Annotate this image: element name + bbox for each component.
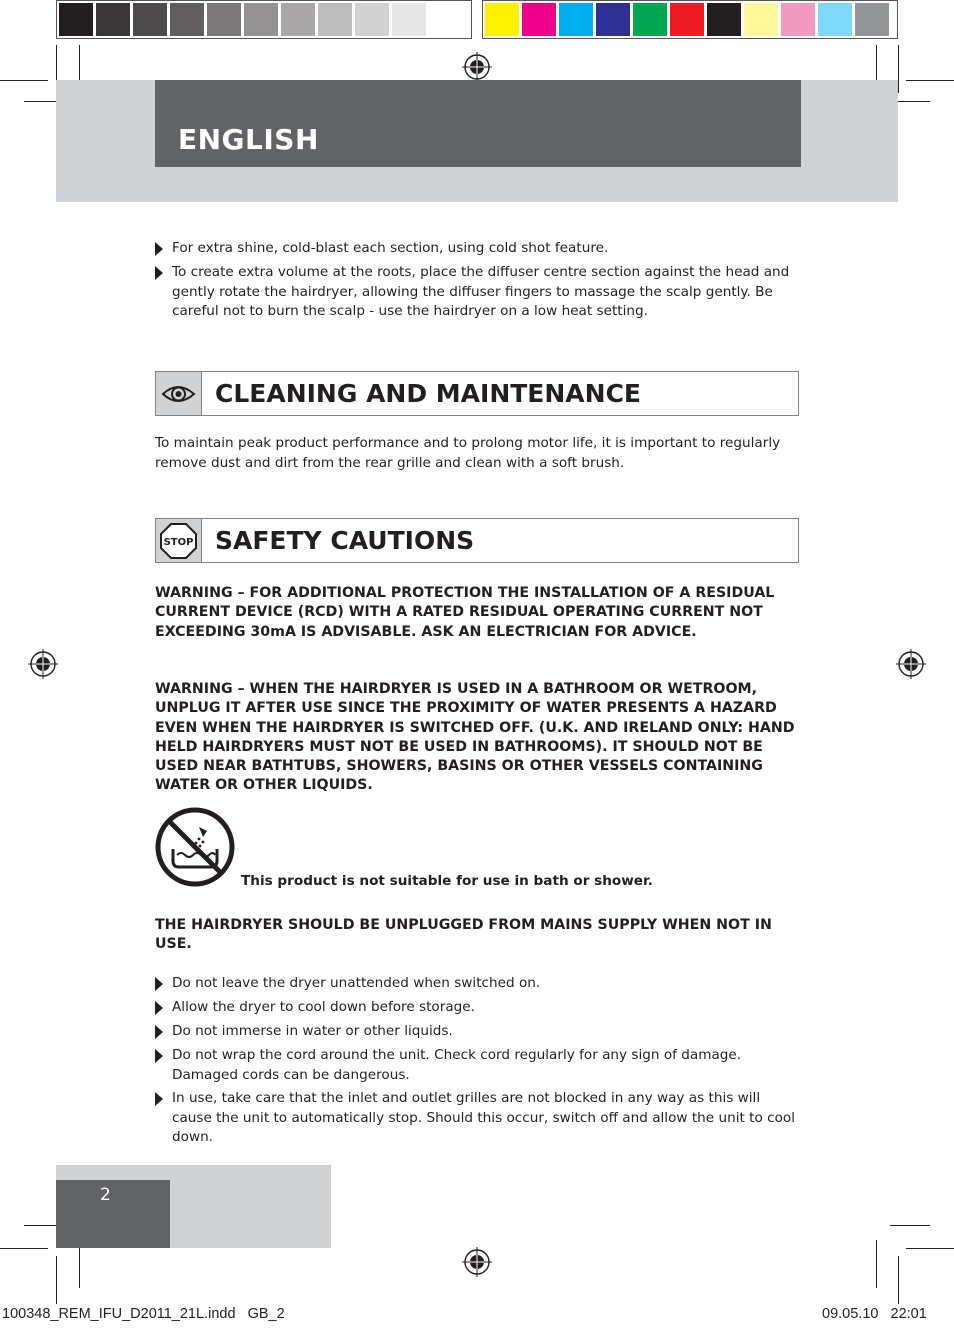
rcd-warning: WARNING – FOR ADDITIONAL PROTECTION THE INSTALLATION OF A RESIDUAL CURRENT DEVICE (RCD) WITH A RATED RESIDUAL OPERATING CURRENT NOT EXCEEDING 30mA IS ADVISABLE. ASK AN ELECTRICIAN FOR ADVICE. — [155, 585, 775, 640]
bullet-arrow-icon — [155, 266, 163, 280]
crop-mark — [898, 45, 899, 93]
cleaning-section-header — [155, 371, 799, 416]
list-item-text: Do not immerse in water or other liquids. — [172, 1023, 453, 1039]
cleaning-paragraph: To maintain peak product performance and to prolong motor life, it is important to regularly remove dust and dirt from the rear grille and clean with a soft brush. — [155, 435, 781, 471]
color-swatch — [485, 3, 519, 36]
registration-mark-icon — [28, 649, 58, 679]
page-number-box — [56, 1180, 170, 1248]
bullet-arrow-icon — [155, 1001, 163, 1015]
gray-swatch — [318, 3, 352, 36]
safety-section-header — [155, 518, 799, 563]
page-number: 2 — [100, 1185, 111, 1205]
registration-mark-icon — [462, 1247, 492, 1277]
bullet-arrow-icon — [155, 1049, 163, 1063]
eye-icon — [156, 372, 201, 415]
stop-sign-icon — [156, 519, 201, 562]
crop-mark — [906, 80, 954, 81]
bullet-arrow-icon — [155, 1025, 163, 1039]
bullet-arrow-icon — [155, 242, 163, 256]
date-slug: 09.05.10 22:01 — [822, 1306, 927, 1322]
registration-mark-icon — [462, 52, 492, 82]
page-title: ENGLISH — [178, 123, 319, 156]
color-swatch — [670, 3, 704, 36]
bathroom-warning: WARNING – WHEN THE HAIRDRYER IS USED IN A BATHROOM OR WETROOM, UNPLUG IT AFTER USE SINCE THE PROXIMITY OF WATER PRESENTS A HAZARD EVEN WHEN THE HAIRDRYER IS SWITCHED OFF. (U.K. AND IRELAND ONLY: HAND HELD HAIRDRYERS MUST NOT BE USED IN BATHROOMS). IT SHOULD NOT BE USED NEAR BATHTUBS, SHOWERS, BASINS OR OTHER VESSELS CONTAINING WATER OR OTHER LIQUIDS. — [155, 681, 795, 794]
gray-swatch — [170, 3, 204, 36]
color-swatch — [855, 3, 889, 36]
color-swatch — [633, 3, 667, 36]
gray-swatch — [244, 3, 278, 36]
color-swatch — [818, 3, 852, 36]
gray-swatch — [96, 3, 130, 36]
color-swatch — [559, 3, 593, 36]
bullet-arrow-icon — [155, 1092, 163, 1106]
stop-icon-cell — [156, 519, 202, 562]
eye-icon-cell — [156, 372, 202, 415]
gray-swatch — [207, 3, 241, 36]
gray-swatch — [133, 3, 167, 36]
registration-mark-icon — [896, 649, 926, 679]
unplug-notice: THE HAIRDRYER SHOULD BE UNPLUGGED FROM MAINS SUPPLY WHEN NOT IN USE. — [155, 917, 772, 953]
stop-sign-text: STOP — [163, 537, 194, 548]
crop-mark — [56, 1256, 57, 1304]
section-title: SAFETY CAUTIONS — [215, 526, 475, 555]
crop-mark — [890, 1225, 930, 1226]
list-item-text: Do not wrap the cord around the unit. Check cord regularly for any sign of damage. Damaged cords can be dangerous. — [172, 1047, 742, 1083]
list-item-text: Do not leave the dryer unattended when switched on. — [172, 975, 541, 991]
list-item-text: In use, take care that the inlet and outlet grilles are not blocked in any way as this will cause the unit to automatically stop. Should this occur, switch off and allow the unit to cool down. — [172, 1090, 795, 1145]
color-swatch — [781, 3, 815, 36]
crop-mark — [876, 1240, 877, 1288]
list-item-text: To create extra volume at the roots, place the diffuser centre section against the head and gently rotate the hairdryer, allowing the diffuser fingers to massage the scalp gently. Be careful not to burn the scalp - use the hairdryer on a low heat setting. — [172, 264, 790, 319]
bullet-arrow-icon — [155, 977, 163, 991]
no-bath-shower-icon — [155, 807, 235, 887]
file-slug: 100348_REM_IFU_D2011_21L.indd GB_2 — [2, 1306, 285, 1322]
color-swatch — [596, 3, 630, 36]
gray-swatch — [392, 3, 426, 36]
list-item-text: Allow the dryer to cool down before storage. — [172, 999, 475, 1015]
gray-swatch — [429, 3, 463, 36]
crop-mark — [0, 1248, 48, 1249]
crop-mark — [906, 1248, 954, 1249]
color-swatch — [707, 3, 741, 36]
section-title: CLEANING AND MAINTENANCE — [215, 379, 642, 408]
gray-swatch — [355, 3, 389, 36]
list-item-text: For extra shine, cold-blast each section, using cold shot feature. — [172, 240, 609, 256]
gray-swatch — [281, 3, 315, 36]
gray-swatch — [59, 3, 93, 36]
crop-mark — [898, 1256, 899, 1304]
bath-caption: This product is not suitable for use in bath or shower. — [241, 873, 653, 889]
color-swatch — [744, 3, 778, 36]
crop-mark — [0, 80, 48, 81]
color-swatch — [522, 3, 556, 36]
